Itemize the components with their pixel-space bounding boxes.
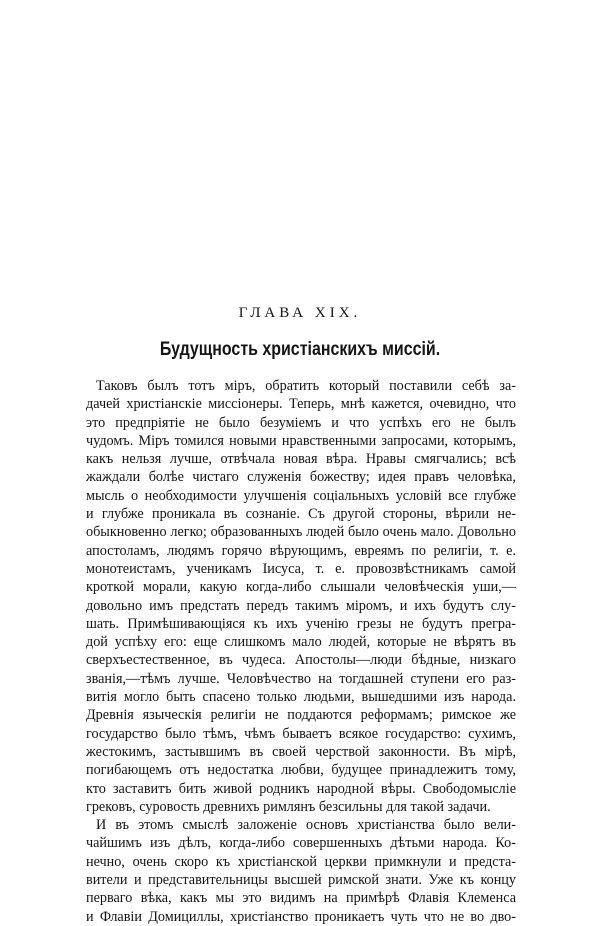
text-line: государство было тѣмъ, чѣмъ бываетъ всякое государство: сухимъ, xyxy=(86,725,516,742)
text-line: витія могло быть спасено только людьми, вышедшими изъ народа. xyxy=(86,689,516,706)
text-line: довольно имъ предстать передъ такимъ міромъ, и ихъ будутъ слу- xyxy=(86,597,516,614)
chapter-heading: ГЛАВА XIX. xyxy=(238,305,362,321)
text-line: погибающемъ отъ недостатка любви, будущее принадлежитъ тому, xyxy=(86,762,516,779)
text-line: И въ этомъ смыслѣ заложеніе основъ христіанства было вели- xyxy=(96,817,516,834)
paragraph xyxy=(86,377,516,816)
text-line: дачей христіанскіе миссіонеры. Теперь, мнѣ кажется, очевидно, что xyxy=(86,396,516,413)
text-line: мысль о необходимости улучшенія соціальныхъ условій все глубже xyxy=(86,487,516,504)
text-line: обыкновенно легко; образованныхъ людей было очень мало. Довольно xyxy=(86,524,516,541)
text-line: званія,—тѣмъ лучше. Человѣчество на тогдашней ступени его раз- xyxy=(86,670,516,687)
text-line: перваго вѣка, какъ мы это видимъ на примѣрѣ Флавія Клеменса xyxy=(86,890,516,907)
text-line: дой успѣху его: еще слишкомъ мало людей, которые не вѣрятъ въ xyxy=(86,634,516,651)
chapter-title: Будущность христіанскихъ миссій. xyxy=(159,339,441,360)
text-line: жаждали болѣе чистаго служенія божеству; идея правъ человѣка, xyxy=(86,469,516,486)
text-line: шать. Примѣшивающіяся къ ихъ ученію грезы не будутъ прегра- xyxy=(86,615,516,632)
text-line: сверхъестественное, въ чудеса. Апостолы—люди бѣдные, низкаго xyxy=(86,652,516,669)
text-line: и Флавіи Домициллы, христіанство проникаетъ чуть что не во дво- xyxy=(86,908,516,925)
chapter-body xyxy=(86,377,516,926)
text-line: нечно, очень скоро къ христіанской церкви примкнули и предста- xyxy=(86,853,516,870)
text-line: вители и представительницы высшей римской знати. Уже къ концу xyxy=(86,872,516,889)
text-line: кто заставитъ бить живой родникъ народной вѣры. Свободомысліе xyxy=(86,780,516,797)
text-line: какъ нельзя лучше, отвѣчала новая вѣра. Нравы смягчались; всѣ xyxy=(86,451,516,468)
text-line: кроткой морали, какую когда-либо слышали человѣческія уши,— xyxy=(86,579,516,596)
text-line: жестокимъ, застывшимъ въ своей черствой законности. Въ мірѣ, xyxy=(86,743,516,760)
text-line: монотеистамъ, ученикамъ Іисуса, т. е. провозвѣстникамъ самой xyxy=(86,560,516,577)
text-line: чайшимъ изъ дѣлъ, когда-либо совершенныхъ дѣтьми народа. Ко- xyxy=(86,835,516,852)
text-line: Древнія языческія религіи не поддаются реформамъ; римское же xyxy=(86,707,516,724)
text-line: грековъ, суровость древнихъ римлянъ безсильны для такой задачи. xyxy=(86,798,491,815)
text-line: и глубже проникала въ сознаніе. Съ другой стороны, вѣрили не- xyxy=(86,506,516,523)
text-line: апостоламъ, людямъ горячо вѣрующимъ, евреямъ по религіи, т. е. xyxy=(86,542,516,559)
text-line: Таковъ былъ тотъ міръ, обратить который поставили себѣ за- xyxy=(96,378,516,394)
text-line: чудомъ. Міръ томился новыми нравственными запросами, которымъ, xyxy=(86,432,516,449)
text-line: это предпріятіе не было безуміемъ и что успѣхъ его не былъ xyxy=(86,414,516,431)
paragraph xyxy=(86,816,516,926)
